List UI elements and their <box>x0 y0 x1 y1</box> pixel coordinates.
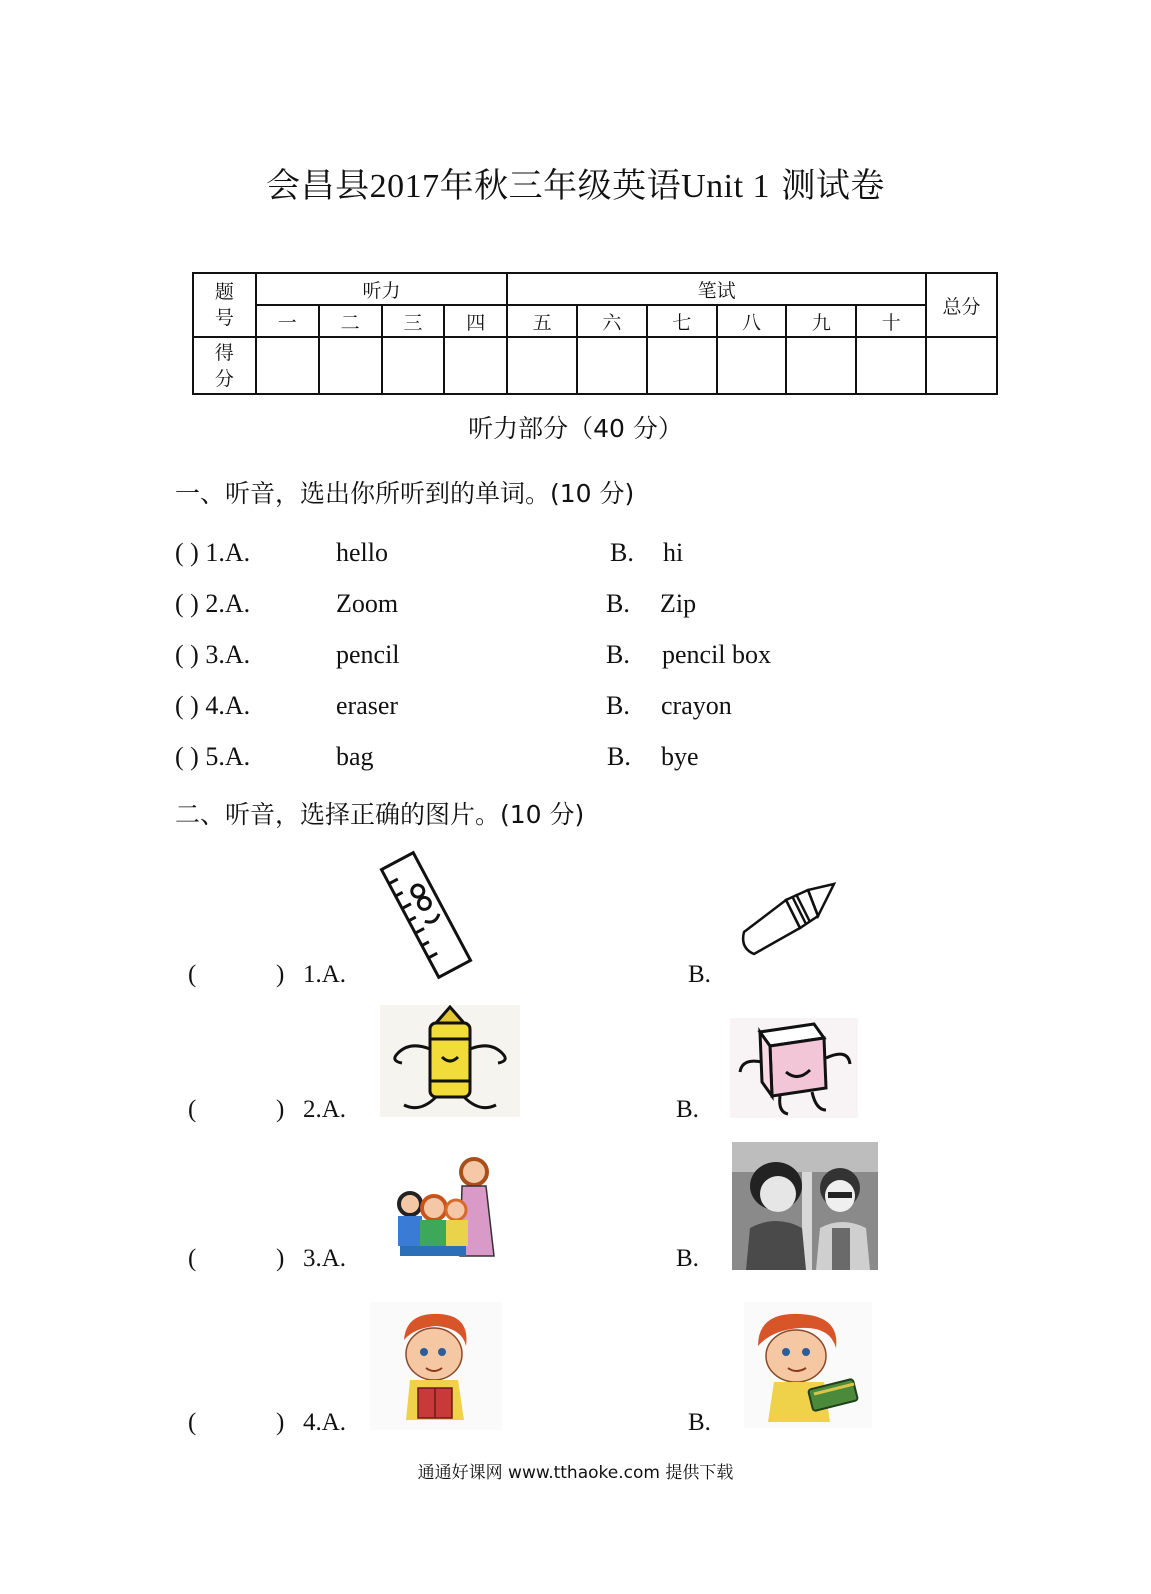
q1-option-a[interactable]: pencil <box>336 640 400 669</box>
score-cell[interactable] <box>856 337 926 394</box>
title-unit: Unit 1 <box>681 168 771 205</box>
score-cell[interactable] <box>256 337 319 394</box>
col-header: 二 <box>319 305 382 337</box>
listening-header: 听力 <box>256 273 507 305</box>
col-header: 四 <box>444 305 507 337</box>
q1-item-number: ( ) 1.A. <box>175 538 251 567</box>
col-header: 一 <box>256 305 319 337</box>
listening-section-heading: 听力部分（40 分） <box>468 414 683 443</box>
q2-close-paren: ) <box>276 1245 285 1272</box>
q2-option-b-label: B. <box>676 1096 699 1123</box>
col-header: 十 <box>856 305 926 337</box>
col-header: 五 <box>507 305 577 337</box>
score-cell[interactable] <box>647 337 717 394</box>
q2-open-paren: ( <box>188 1245 197 1272</box>
q1-option-b-label: B. <box>606 640 630 669</box>
q1-item <box>175 691 975 727</box>
ruler-picture[interactable] <box>378 850 474 980</box>
q2-item-number: 2.A. <box>303 1096 347 1123</box>
q2-open-paren: ( <box>188 1409 197 1436</box>
q1-option-b-label: B. <box>606 589 630 618</box>
page-title <box>0 158 1151 207</box>
score-cell[interactable] <box>382 337 445 394</box>
q1-heading: 一、听音，选出你所听到的单词。(10 分) <box>175 479 635 508</box>
total-header: 总分 <box>926 273 997 337</box>
crayon-picture[interactable] <box>738 870 840 960</box>
score-cell[interactable] <box>444 337 507 394</box>
q1-option-a[interactable]: bag <box>336 742 374 771</box>
q2-option-b-label: B. <box>688 1409 711 1436</box>
q2-close-paren: ) <box>276 961 285 988</box>
q1-option-b[interactable]: bye <box>661 742 699 771</box>
footer-credit: 通通好课网 www.tthaoke.com 提供下载 <box>417 1463 734 1483</box>
col-header: 九 <box>786 305 856 337</box>
q2-item-number: 3.A. <box>303 1245 347 1272</box>
q1-option-b[interactable]: pencil box <box>662 640 772 669</box>
q2-item-number: 1.A. <box>303 961 347 988</box>
score-cell[interactable] <box>786 337 856 394</box>
q1-option-a[interactable]: Zoom <box>336 589 399 618</box>
q1-option-b-label: B. <box>607 742 631 771</box>
q1-option-b[interactable]: crayon <box>661 691 732 720</box>
boy-with-pencil-box-picture[interactable] <box>744 1302 872 1428</box>
q1-option-b-label: B. <box>606 691 630 720</box>
score-table <box>192 272 998 395</box>
q1-option-b-label: B. <box>610 538 634 567</box>
eraser-cartoon-picture[interactable] <box>730 1018 858 1118</box>
q1-item-number: ( ) 3.A. <box>175 640 251 669</box>
row-label-score: 得 分 <box>193 337 256 394</box>
q1-option-a[interactable]: eraser <box>336 691 399 720</box>
crayon-cartoon-picture[interactable] <box>380 1005 520 1117</box>
total-score-cell[interactable] <box>926 337 997 394</box>
col-header: 六 <box>577 305 647 337</box>
q1-item-number: ( ) 2.A. <box>175 589 251 618</box>
score-cell[interactable] <box>319 337 382 394</box>
score-cell[interactable] <box>717 337 787 394</box>
row-label-question: 题 号 <box>193 273 256 337</box>
boy-with-book-picture[interactable] <box>370 1302 502 1430</box>
title-mid: 年秋三年级英语 <box>439 166 682 206</box>
col-header: 八 <box>717 305 787 337</box>
title-year: 2017 <box>369 168 440 205</box>
written-header: 笔试 <box>507 273 926 305</box>
q1-option-b[interactable]: Zip <box>660 589 697 618</box>
q2-heading: 二、听音，选择正确的图片。(10 分) <box>175 800 585 829</box>
q2-option-b-label: B. <box>688 961 711 988</box>
q1-item-number: ( ) 4.A. <box>175 691 251 720</box>
score-cell[interactable] <box>577 337 647 394</box>
q1-item <box>175 742 975 778</box>
q2-close-paren: ) <box>276 1096 285 1123</box>
q2-item-number: 4.A. <box>303 1409 347 1436</box>
q1-option-a[interactable]: hello <box>336 538 388 567</box>
title-prefix: 会昌县 <box>266 166 370 206</box>
q2-open-paren: ( <box>188 961 197 988</box>
q2-option-b-label: B. <box>676 1245 699 1272</box>
q1-item-number: ( ) 5.A. <box>175 742 251 771</box>
q1-item <box>175 589 975 625</box>
q2-open-paren: ( <box>188 1096 197 1123</box>
col-header: 七 <box>647 305 717 337</box>
col-header: 三 <box>382 305 445 337</box>
q1-item <box>175 538 975 574</box>
q1-option-b[interactable]: hi <box>663 538 684 567</box>
q2-close-paren: ) <box>276 1409 285 1436</box>
q1-item <box>175 640 975 676</box>
title-suffix: 测试卷 <box>781 166 885 206</box>
boys-greeting-picture[interactable] <box>732 1142 878 1270</box>
family-picture[interactable] <box>386 1152 506 1264</box>
score-cell[interactable] <box>507 337 577 394</box>
